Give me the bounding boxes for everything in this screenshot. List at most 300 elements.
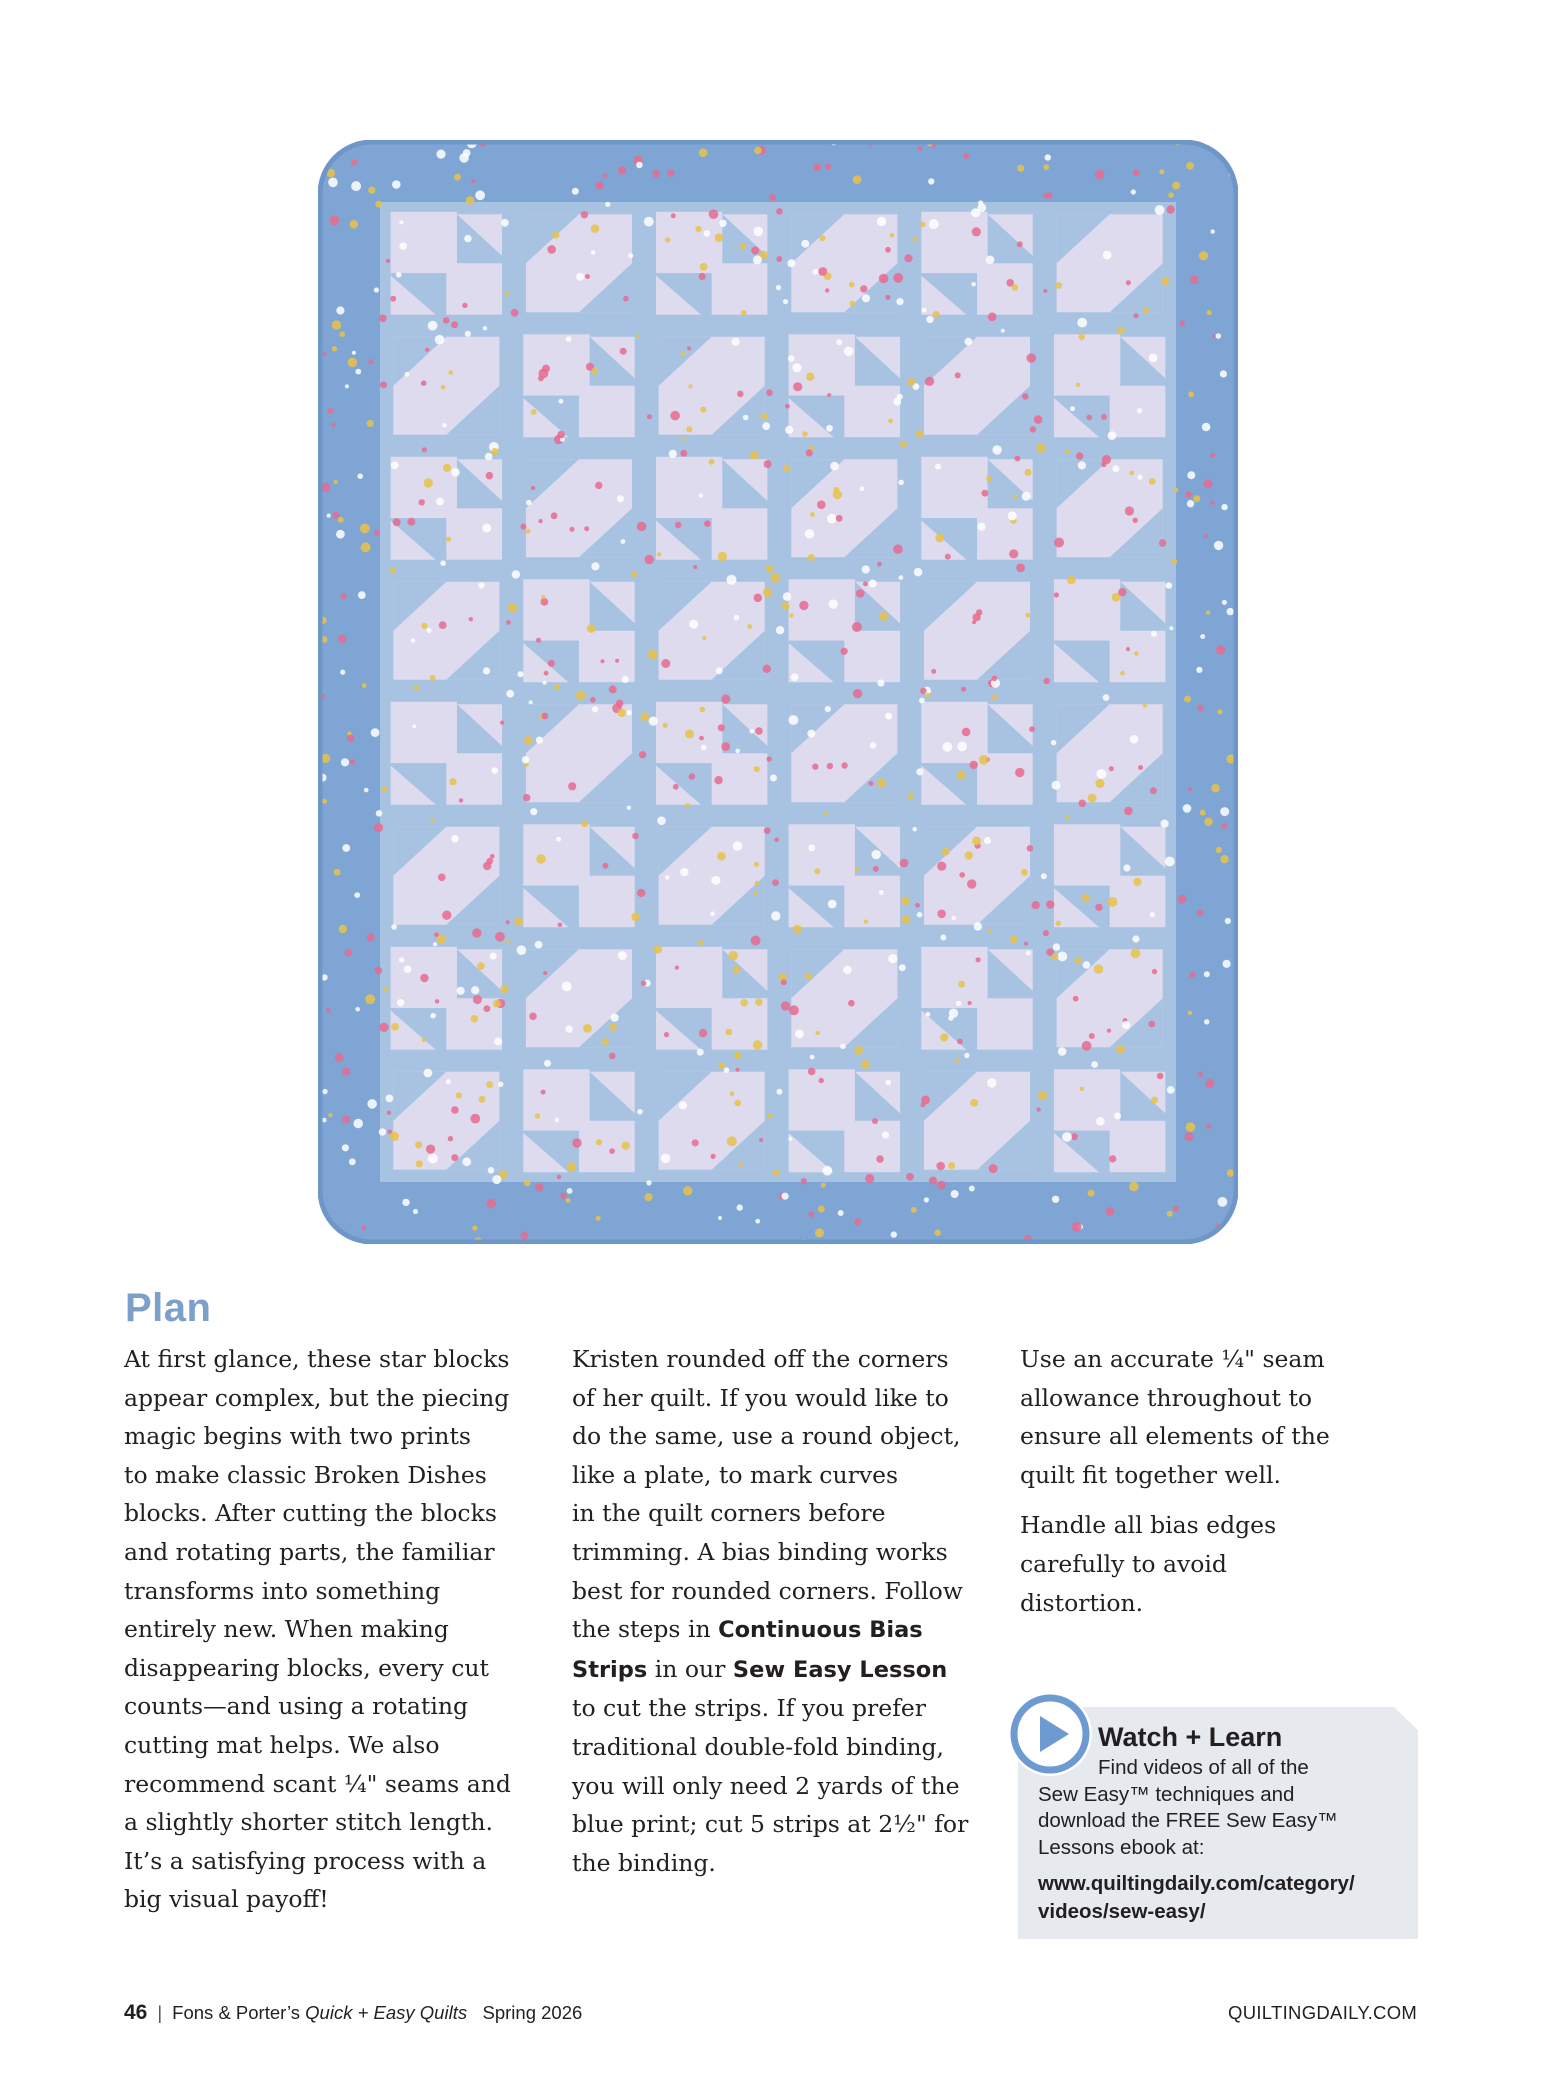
quilt-flower xyxy=(709,209,719,219)
quilt-flower xyxy=(916,768,923,775)
quilt-flower xyxy=(891,1231,897,1237)
quilt-flower xyxy=(893,273,903,283)
quilt-flower xyxy=(428,321,438,331)
quilt-flower xyxy=(727,575,737,585)
quilt-flower xyxy=(808,844,815,851)
quilt-flower xyxy=(354,892,360,898)
quilt-flower xyxy=(482,524,491,533)
quilt-flower xyxy=(524,1180,530,1186)
text-line: you will only need 2 yards of the xyxy=(572,1771,960,1800)
quilt-flower xyxy=(937,910,946,919)
quilt-flower xyxy=(1131,189,1136,194)
quilt-flower xyxy=(783,592,792,601)
quilt-flower xyxy=(1211,784,1220,793)
quilt-flower xyxy=(1076,383,1080,387)
quilt-flower xyxy=(872,850,881,859)
quilt-flower xyxy=(1125,506,1134,515)
quilt-flower xyxy=(357,473,363,479)
quilt-flower xyxy=(506,620,511,625)
quilt-flower xyxy=(807,730,815,738)
quilt-flower xyxy=(693,565,697,569)
text-line: in the quilt corners before xyxy=(572,1499,886,1528)
quilt-flower xyxy=(764,460,772,468)
quilt-flower xyxy=(584,526,589,531)
quilt-flower xyxy=(969,1186,975,1192)
quilt-flower xyxy=(741,310,747,316)
quilt-flower xyxy=(1221,823,1227,829)
quilt-flower xyxy=(479,1096,486,1103)
quilt-flower xyxy=(1052,953,1059,960)
quilt-flower xyxy=(517,945,527,955)
quilt-flower xyxy=(1200,634,1205,639)
text-line: Kristen rounded off the corners xyxy=(572,1345,949,1373)
quilt-flower xyxy=(350,220,359,229)
quilt-flower xyxy=(675,966,679,970)
quilt-flower xyxy=(1151,1097,1158,1104)
quilt-flower xyxy=(1045,154,1051,160)
quilt-flower xyxy=(1067,576,1076,585)
text-line: big visual payoff! xyxy=(124,1885,329,1914)
quilt-flower xyxy=(717,852,726,861)
link-continuous-bias-strips-cont[interactable]: Strips xyxy=(572,1656,648,1683)
quilt-flower xyxy=(1054,592,1059,597)
quilt-flower xyxy=(661,659,670,668)
quilt-flower xyxy=(355,369,361,375)
quilt-flower xyxy=(419,499,425,505)
quilt-flower xyxy=(422,1038,427,1043)
quilt-flower xyxy=(490,953,497,960)
quilt-flower xyxy=(581,820,588,827)
quilt-flower xyxy=(524,736,533,745)
quilt-flower xyxy=(970,1099,978,1107)
quilt-flower xyxy=(897,394,903,400)
quilt-flower xyxy=(332,423,336,427)
quilt-flower xyxy=(769,194,776,201)
quilt-flower xyxy=(451,1154,458,1161)
quilt-flower xyxy=(1186,162,1194,170)
quilt-flower xyxy=(671,213,676,218)
quilt-flower xyxy=(485,453,493,461)
quilt-flower xyxy=(1112,465,1119,472)
quilt-flower xyxy=(435,999,439,1003)
quilt-flower xyxy=(963,153,969,159)
quilt-flower xyxy=(327,408,333,414)
quilt-flower xyxy=(523,794,530,801)
quilt-flower xyxy=(420,974,428,982)
quilt-flower xyxy=(387,1111,391,1115)
quilt-flower xyxy=(486,472,494,480)
quilt-flower xyxy=(345,384,349,388)
quilt-flower xyxy=(979,755,989,765)
quilt-flower xyxy=(591,562,599,570)
quilt-flower xyxy=(754,594,763,603)
quilt-flower xyxy=(956,1001,962,1007)
quilt-flower xyxy=(750,451,759,460)
quilt-flower xyxy=(718,1216,722,1220)
quilt-flower xyxy=(332,512,339,519)
quilt-flower xyxy=(968,1001,972,1005)
quilt-flower xyxy=(557,1175,562,1180)
quilt-flower xyxy=(890,233,895,238)
quilt-flower xyxy=(1057,952,1067,962)
url-line[interactable]: videos/sew-easy/ xyxy=(1038,1900,1206,1923)
quilt-flower xyxy=(755,881,760,886)
quilt-flower xyxy=(436,498,444,506)
quilt-flower xyxy=(636,162,643,169)
quilt-patch xyxy=(844,876,900,927)
text-line: a slightly shorter stitch length. xyxy=(124,1808,493,1837)
quilt-flower xyxy=(322,1118,327,1123)
text-line: to cut the strips. If you prefer xyxy=(572,1694,927,1723)
quilt-flower xyxy=(855,867,860,872)
footer-website[interactable]: QUILTINGDAILY.COM xyxy=(1228,2002,1418,2023)
quilt-flower xyxy=(900,441,907,448)
quilt-flower xyxy=(596,1216,601,1221)
quilt-flower xyxy=(937,1181,946,1190)
quilt-flower xyxy=(699,273,706,280)
quilt-flower xyxy=(791,673,799,681)
plan-column-3 xyxy=(1020,1340,1420,1634)
quilt-flower xyxy=(776,256,782,262)
quilt-flower xyxy=(448,1136,453,1141)
quilt-flower xyxy=(539,519,543,523)
quilt-flower xyxy=(1132,935,1139,942)
quilt-flower xyxy=(1216,645,1225,654)
quilt-flower xyxy=(380,381,387,388)
quilt-flower xyxy=(498,1082,504,1088)
quilt-flower xyxy=(1029,726,1035,732)
text-line: and rotating parts, the familiar xyxy=(124,1537,495,1566)
quilt-flower xyxy=(379,1128,386,1135)
quilt-flower xyxy=(1138,475,1143,480)
quilt-flower xyxy=(670,411,680,421)
quilt-flower xyxy=(640,712,649,721)
quilt-flower xyxy=(1184,696,1191,703)
quilt-flower xyxy=(491,448,498,455)
quilt-flower xyxy=(425,348,429,352)
quilt-flower xyxy=(770,573,780,583)
quilt-flower xyxy=(802,431,808,437)
quilt-flower xyxy=(1108,431,1117,440)
quilt-flower xyxy=(977,523,985,531)
quilt-flower xyxy=(544,671,549,676)
quilt-flower xyxy=(570,527,575,532)
quilt-flower xyxy=(877,562,882,567)
quilt-flower xyxy=(471,1015,479,1023)
quilt-flower xyxy=(512,570,520,578)
quilt-flower xyxy=(1143,703,1147,707)
quilt-flower xyxy=(1188,1011,1193,1016)
quilt-flower xyxy=(1126,647,1130,651)
plan-paragraph-3 xyxy=(1020,1340,1420,1494)
quilt-flower xyxy=(974,922,982,930)
issue-date: Spring 2026 xyxy=(482,2002,583,2023)
quilt-flower xyxy=(942,848,950,856)
quilt-flower xyxy=(915,903,920,908)
quilt-flower xyxy=(469,617,473,621)
text-line: Handle all bias edges xyxy=(1020,1511,1277,1540)
quilt-flower xyxy=(805,973,812,980)
quilt-flower xyxy=(637,522,647,532)
text-line: of her quilt. If you would like to xyxy=(572,1383,949,1412)
quilt-flower xyxy=(441,385,446,390)
quilt-flower xyxy=(609,1024,616,1031)
quilt-flower xyxy=(449,778,456,785)
quilt-flower xyxy=(1171,559,1177,565)
quilt-flower xyxy=(825,706,831,712)
quilt-flower xyxy=(345,949,352,956)
quilt-flower xyxy=(957,770,966,779)
quilt-flower xyxy=(451,468,460,477)
quilt-flower xyxy=(1123,864,1130,871)
quilt-flower xyxy=(336,306,344,314)
publication-name: Fons & Porter’s xyxy=(172,2002,306,2023)
quilt-flower xyxy=(1052,1196,1059,1203)
quilt-flower xyxy=(729,951,739,961)
quilt-flower xyxy=(1150,912,1155,917)
quilt-patch xyxy=(1110,1121,1166,1172)
quilt-flower xyxy=(500,985,508,993)
quilt-flower xyxy=(1094,964,1103,973)
quilt-flower xyxy=(572,1138,581,1147)
quilt-flower xyxy=(646,1180,651,1185)
quilt-flower xyxy=(893,544,903,554)
quilt-flower xyxy=(1052,781,1061,790)
quilt-flower xyxy=(552,231,559,238)
quilt-flower xyxy=(1129,471,1134,476)
quilt-flower xyxy=(551,512,558,519)
quilt-flower xyxy=(621,539,626,544)
quilt-flower xyxy=(376,810,383,817)
quilt-flower xyxy=(399,220,403,224)
quilt-flower xyxy=(924,1197,929,1202)
quilt-flower xyxy=(992,676,998,682)
quilt-flower xyxy=(1204,971,1210,977)
quilt-flower xyxy=(710,911,715,916)
quilt-flower xyxy=(1150,787,1157,794)
quilt-flower xyxy=(836,515,843,522)
quilt-patch xyxy=(977,263,1033,314)
quilt-flower xyxy=(774,837,779,842)
quilt-flower xyxy=(426,1145,435,1154)
quilt-flower xyxy=(562,982,572,992)
quilt-flower xyxy=(686,426,692,432)
quilt-flower xyxy=(1046,900,1054,908)
quilt-flower xyxy=(683,1186,692,1195)
quilt-flower xyxy=(1103,251,1112,260)
text-line: It’s a satisfying process with a xyxy=(124,1846,487,1875)
quilt-flower xyxy=(876,1155,884,1163)
quilt-flower xyxy=(506,690,514,698)
quilt-flower xyxy=(1185,491,1192,498)
quilt-flower xyxy=(973,613,981,621)
quilt-flower xyxy=(566,336,572,342)
quilt-flower xyxy=(1149,354,1158,363)
quilt-flower xyxy=(747,624,752,629)
quilt-flower xyxy=(1082,1041,1092,1051)
quilt-flower xyxy=(737,391,744,398)
quilt-flower xyxy=(679,1101,687,1109)
quilt-flower xyxy=(896,298,903,305)
quilt-flower xyxy=(1218,1197,1228,1207)
text-line: At first glance, these star blocks xyxy=(124,1345,510,1373)
quilt-flower xyxy=(702,636,706,640)
quilt-flower xyxy=(817,500,826,509)
quilt-flower xyxy=(913,827,917,831)
quilt-flower xyxy=(833,490,842,499)
quilt-flower xyxy=(754,891,758,895)
quilt-flower xyxy=(755,1219,760,1224)
quilt-patch xyxy=(844,631,900,682)
quilt-flower xyxy=(1190,276,1198,284)
quilt-flower xyxy=(336,530,345,539)
quilt-flower xyxy=(1015,768,1024,777)
quilt-flower xyxy=(462,1157,471,1166)
quilt-flower xyxy=(626,710,631,715)
text-line: the binding. xyxy=(572,1848,716,1877)
quilt-flower xyxy=(442,423,447,428)
quilt-flower xyxy=(951,1190,959,1198)
quilt-flower xyxy=(1027,353,1037,363)
quilt-flower xyxy=(1223,960,1231,968)
quilt-flower xyxy=(1079,334,1086,341)
quilt-flower xyxy=(566,1025,573,1032)
quilt-flower xyxy=(849,282,855,288)
quilt-flower xyxy=(711,876,720,885)
quilt-flower xyxy=(970,761,978,769)
quilt-flower xyxy=(641,981,646,986)
quilt-flower xyxy=(1106,1207,1115,1216)
quilt-flower xyxy=(1174,488,1179,493)
quilt-flower xyxy=(749,729,754,734)
quilt-flower xyxy=(1203,534,1207,538)
quilt-flower xyxy=(531,409,537,415)
quilt-flower xyxy=(935,464,941,470)
quilt-flower xyxy=(1118,588,1126,596)
quilt-flower xyxy=(827,514,837,524)
quilt-flower xyxy=(922,308,927,313)
quilt-flower xyxy=(451,1106,459,1114)
quilt-flower xyxy=(761,413,768,420)
quilt-flower xyxy=(984,837,991,844)
quilt-flower xyxy=(1151,631,1157,637)
quilt-flower xyxy=(734,615,740,621)
quilt-flower xyxy=(1086,415,1092,421)
quilt-flower xyxy=(988,929,992,933)
plan-paragraph-1 xyxy=(124,1340,534,1919)
quilt-flower xyxy=(504,292,509,297)
quilt-flower xyxy=(921,1103,926,1108)
quilt-flower xyxy=(541,595,545,599)
quilt-flower xyxy=(773,1169,780,1176)
quilt-photo xyxy=(318,140,1238,1244)
quilt-flower xyxy=(700,407,706,413)
quilt-flower xyxy=(1101,462,1106,467)
link-continuous-bias-strips[interactable]: Continuous Bias xyxy=(718,1617,923,1644)
quilt-flower xyxy=(556,837,561,842)
quilt-flower xyxy=(348,358,358,368)
quilt-flower xyxy=(1211,229,1215,233)
quilt-flower xyxy=(664,1032,669,1037)
quilt-flower xyxy=(1210,501,1214,505)
quilt-flower xyxy=(1079,800,1087,808)
quilt-flower xyxy=(493,1000,501,1008)
quilt-flower xyxy=(777,1089,783,1095)
quilt-flower xyxy=(907,378,915,386)
text-line: download the FREE Sew Easy™ xyxy=(1038,1809,1338,1832)
quilt-flower xyxy=(828,900,837,909)
quilt-flower xyxy=(843,966,851,974)
quilt-flower xyxy=(754,766,760,772)
quilt-flower xyxy=(535,941,543,949)
quilt-flower xyxy=(361,542,371,552)
quilt-flower xyxy=(379,315,387,323)
quilt-flower xyxy=(701,745,707,751)
quilt-flower xyxy=(402,1199,409,1206)
sew-easy-url-link[interactable] xyxy=(1038,1870,1355,1926)
quilt-flower xyxy=(1166,582,1173,589)
quilt-flower xyxy=(332,320,341,329)
quilt-flower xyxy=(753,227,763,237)
url-line[interactable]: www.quiltingdaily.com/category/ xyxy=(1038,1872,1355,1895)
quilt-flower xyxy=(657,552,661,556)
quilt-flower xyxy=(704,520,711,527)
quilt-flower xyxy=(375,201,382,208)
text-line: distortion. xyxy=(1020,1588,1144,1617)
quilt-flower xyxy=(483,326,487,330)
quilt-flower xyxy=(1022,393,1029,400)
quilt-flower xyxy=(1133,518,1138,523)
quilt-flower xyxy=(1058,1047,1067,1056)
quilt-flower xyxy=(326,1008,331,1013)
quilt-flower xyxy=(1065,816,1069,820)
quilt-flower xyxy=(386,259,390,263)
quilt-flower xyxy=(667,169,674,176)
quilt-flower xyxy=(1017,165,1024,172)
quilt-flower xyxy=(350,760,355,765)
quilt-flower xyxy=(898,480,904,486)
publication-title: Quick + Easy Quilts xyxy=(305,2002,468,2023)
quilt-flower xyxy=(838,1210,844,1216)
quilt-flower xyxy=(1030,426,1036,432)
quilt-flower xyxy=(1215,142,1223,150)
quilt-flower xyxy=(877,217,886,226)
quilt-flower xyxy=(618,709,626,717)
quilt-flower xyxy=(397,999,404,1006)
quilt-flower xyxy=(949,1009,958,1018)
quilt-flower xyxy=(1065,449,1070,454)
quilt-flower xyxy=(1189,972,1195,978)
quilt-flower xyxy=(755,998,763,1006)
quilt-flower xyxy=(772,879,779,886)
text-line: trimming. A bias binding works xyxy=(572,1537,948,1566)
quilt-flower xyxy=(689,773,696,780)
quilt-flower xyxy=(929,1177,937,1185)
quilt-flower xyxy=(906,1173,914,1181)
quilt-flower xyxy=(488,1167,495,1174)
quilt-flower xyxy=(754,862,759,867)
quilt-flower xyxy=(470,1114,480,1124)
text-line: do the same, use a round object, xyxy=(572,1422,961,1451)
quilt-flower xyxy=(1220,855,1228,863)
text-line: Find videos of all of the xyxy=(1098,1756,1309,1779)
quilt-flower xyxy=(1223,146,1231,154)
quilt-flower xyxy=(663,723,668,728)
link-sew-easy-lesson[interactable]: Sew Easy Lesson xyxy=(732,1656,948,1683)
quilt-flower xyxy=(992,445,1001,454)
quilt-flower xyxy=(585,274,590,279)
text-line xyxy=(572,1610,982,1650)
